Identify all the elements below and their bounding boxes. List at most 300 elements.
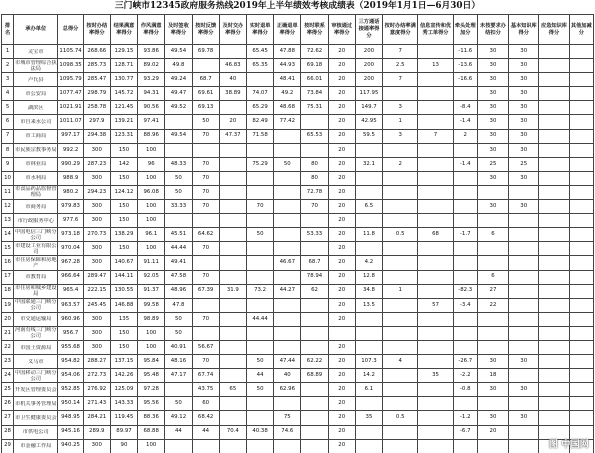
unit-name: 湖滨区 [27, 104, 44, 111]
score-cell [383, 256, 418, 270]
unit-name-cell [14, 312, 58, 326]
total-score-cell: 990.29 [58, 157, 83, 171]
score-cell [418, 256, 453, 270]
score-cell: 20 [328, 425, 355, 439]
score-cell: 30 [509, 129, 539, 143]
total-score-cell: 988.9 [58, 171, 83, 185]
score-cell: 268.66 [83, 45, 110, 59]
score-cell [219, 101, 246, 115]
score-cell [383, 369, 418, 383]
column-header: 信息宣传和优秀工单得分 [418, 15, 453, 45]
score-cell: 49.54 [165, 45, 192, 59]
score-cell [569, 369, 593, 383]
score-cell: 65.45 [246, 45, 273, 59]
score-cell: 14.2 [355, 369, 382, 383]
score-cell [219, 326, 246, 340]
score-cell [219, 256, 246, 270]
rank-cell: 18 [2, 284, 14, 298]
score-cell: 4.2 [355, 256, 382, 270]
score-cell: 20 [328, 369, 355, 383]
table-row [2, 397, 594, 411]
score-cell [274, 439, 301, 453]
score-cell [509, 298, 539, 312]
total-score-cell: 1105.74 [58, 45, 83, 59]
score-cell [509, 256, 539, 270]
unit-name-cell [14, 143, 58, 157]
score-cell: 48.16 [165, 355, 192, 369]
score-cell [539, 270, 569, 284]
score-cell: 69.61 [192, 87, 219, 101]
report-title: 三门峡市12345政府服务热线2019年上半年绩效考核成绩表（2019年1月1日—6月30日） [114, 1, 481, 11]
score-cell: 64.62 [192, 228, 219, 242]
score-cell [539, 157, 569, 171]
score-cell: 30 [477, 115, 508, 129]
column-header: 实时退单率得分 [246, 15, 273, 45]
score-cell: 30 [509, 101, 539, 115]
score-cell: 90 [110, 439, 137, 453]
score-cell: 30 [509, 355, 539, 369]
unit-name-cell [14, 270, 58, 284]
score-cell [246, 397, 273, 411]
score-cell: 289.9 [83, 425, 110, 439]
score-cell [219, 369, 246, 383]
score-cell: 200 [355, 45, 382, 59]
total-score-cell: 952.85 [58, 383, 83, 397]
score-cell [301, 115, 328, 129]
score-cell: 65 [219, 383, 246, 397]
score-cell [539, 73, 569, 87]
score-cell [246, 242, 273, 256]
column-header: 作风满意率得分 [138, 15, 165, 45]
unit-name: 市自来水公司 [20, 119, 52, 126]
score-cell: 32.1 [355, 157, 382, 171]
score-cell: 20 [328, 87, 355, 101]
score-cell [328, 326, 355, 340]
score-cell: 69.13 [192, 101, 219, 115]
unit-name: 市交通运输局 [20, 316, 52, 323]
score-cell: 30 [509, 59, 539, 73]
table-row [2, 115, 594, 129]
score-cell [477, 185, 508, 199]
score-cell: 150 [110, 326, 137, 340]
score-cell: 68.7 [301, 256, 328, 270]
score-cell: 70 [192, 185, 219, 199]
score-cell: 49.52 [165, 101, 192, 115]
score-cell [569, 298, 593, 312]
score-cell [539, 87, 569, 101]
score-cell [246, 214, 273, 228]
score-cell: -1.4 [453, 157, 477, 171]
rank-cell: 19 [2, 298, 14, 312]
score-cell: 6.5 [355, 200, 382, 214]
score-cell [509, 242, 539, 256]
score-cell: 60 [192, 397, 219, 411]
score-cell [418, 411, 453, 425]
score-cell: 50 [165, 326, 192, 340]
score-cell [453, 439, 477, 453]
score-cell [569, 59, 593, 73]
score-cell [246, 439, 273, 453]
score-cell: 300 [83, 340, 110, 354]
score-cell: 45.51 [165, 228, 192, 242]
score-cell: 150 [110, 214, 137, 228]
score-cell [355, 185, 382, 199]
score-cell [274, 171, 301, 185]
score-cell: 57 [418, 298, 453, 312]
total-score-cell: 992.2 [58, 143, 83, 157]
score-cell [453, 270, 477, 284]
score-cell: 20 [328, 355, 355, 369]
score-cell: 91.11 [138, 256, 165, 270]
score-cell: 70 [192, 270, 219, 284]
score-cell: 35 [355, 411, 382, 425]
score-cell: 38.89 [219, 87, 246, 101]
score-cell: 142.26 [110, 369, 137, 383]
score-cell [165, 383, 192, 397]
score-cell [539, 312, 569, 326]
score-cell: 89.97 [110, 425, 137, 439]
score-cell: 284.21 [83, 411, 110, 425]
score-cell: 4 [383, 355, 418, 369]
score-cell: 40.38 [246, 425, 273, 439]
score-cell: -13.6 [453, 59, 477, 73]
score-cell [383, 214, 418, 228]
score-cell [274, 397, 301, 411]
score-cell [246, 270, 273, 284]
unit-name-cell [14, 383, 58, 397]
score-cell: 70 [246, 200, 273, 214]
score-cell [219, 214, 246, 228]
rank-cell: 7 [2, 129, 14, 143]
score-cell [274, 340, 301, 354]
unit-name: 市商务局 [25, 203, 47, 210]
score-cell: 67.39 [192, 284, 219, 298]
score-cell [383, 312, 418, 326]
score-cell: 140.67 [110, 256, 137, 270]
rank-cell: 10 [2, 171, 14, 185]
score-cell: 62.22 [301, 355, 328, 369]
score-cell: 68.42 [192, 411, 219, 425]
table-row [2, 242, 594, 256]
table-row [2, 101, 594, 115]
score-cell: 68.88 [138, 425, 165, 439]
score-cell: 20 [328, 242, 355, 256]
score-cell: 49.8 [165, 59, 192, 73]
score-cell: 20 [477, 425, 508, 439]
column-header: 及时签收率得分 [165, 15, 192, 45]
score-cell: -1.4 [453, 115, 477, 129]
score-cell: 48.68 [274, 101, 301, 115]
score-cell: -3.4 [453, 298, 477, 312]
table-row [2, 73, 594, 87]
unit-name-cell [14, 157, 58, 171]
score-cell: 123.31 [110, 129, 137, 143]
score-cell [509, 439, 539, 453]
rank-cell: 26 [2, 397, 14, 411]
score-cell [192, 59, 219, 73]
score-cell [418, 101, 453, 115]
score-cell [301, 214, 328, 228]
unit-name-cell [14, 45, 58, 59]
score-cell [453, 214, 477, 228]
table-row [2, 340, 594, 354]
score-cell: -2.2 [453, 369, 477, 383]
score-cell [509, 228, 539, 242]
score-cell: -11.6 [453, 45, 477, 59]
unit-name-cell [14, 340, 58, 354]
score-cell [539, 256, 569, 270]
score-cell [569, 87, 593, 101]
score-cell: 97.28 [138, 383, 165, 397]
rank-cell: 6 [2, 115, 14, 129]
score-cell [274, 129, 301, 143]
score-cell [192, 439, 219, 453]
score-cell: 30 [477, 411, 508, 425]
total-score-cell: 980.2 [58, 185, 83, 199]
score-cell [383, 439, 418, 453]
score-cell [477, 397, 508, 411]
score-cell: 30 [477, 200, 508, 214]
score-cell: 44 [165, 425, 192, 439]
unit-name-cell [14, 73, 58, 87]
table-row [2, 157, 594, 171]
score-cell: 47.44 [274, 355, 301, 369]
score-cell: 13.5 [355, 298, 382, 312]
rank-cell: 11 [2, 185, 14, 199]
total-score-cell: 954.06 [58, 369, 83, 383]
score-cell: 65.53 [301, 129, 328, 143]
score-cell [539, 397, 569, 411]
score-cell: 124.12 [110, 185, 137, 199]
total-score-cell: 973.18 [58, 228, 83, 242]
score-cell [418, 397, 453, 411]
score-cell [453, 87, 477, 101]
table-row [2, 355, 594, 369]
score-cell: 288.27 [83, 355, 110, 369]
score-cell: 98.89 [138, 312, 165, 326]
unit-name-cell [14, 411, 58, 425]
table-row [2, 214, 594, 228]
score-cell: 222.15 [83, 284, 110, 298]
rank-cell: 22 [2, 340, 14, 354]
score-cell [301, 383, 328, 397]
table-row [2, 87, 594, 101]
score-cell: 75.31 [301, 101, 328, 115]
score-cell [477, 256, 508, 270]
score-cell: 50 [246, 383, 273, 397]
score-cell: 20 [328, 411, 355, 425]
score-cell [539, 115, 569, 129]
score-cell: 150 [110, 200, 137, 214]
score-cell: 49.24 [165, 73, 192, 87]
unit-name-cell [14, 185, 58, 199]
score-cell [539, 101, 569, 115]
score-cell [569, 171, 593, 185]
score-cell [539, 340, 569, 354]
score-cell: 7 [383, 45, 418, 59]
score-cell [569, 312, 593, 326]
score-cell [509, 270, 539, 284]
score-cell: 100 [138, 326, 165, 340]
score-cell: 20 [328, 59, 355, 73]
score-cell: 300 [83, 439, 110, 453]
score-cell [246, 256, 273, 270]
score-cell [453, 326, 477, 340]
score-cell [355, 425, 382, 439]
rank-cell: 17 [2, 270, 14, 284]
score-cell: 74.07 [246, 87, 273, 101]
score-cell [418, 185, 453, 199]
score-cell [219, 397, 246, 411]
score-cell: 100 [138, 340, 165, 354]
score-cell: 96 [138, 157, 165, 171]
score-cell [192, 214, 219, 228]
score-cell [453, 143, 477, 157]
score-cell [219, 228, 246, 242]
score-cell [453, 397, 477, 411]
score-cell [418, 45, 453, 59]
score-cell: 100 [138, 143, 165, 157]
score-cell: 130.77 [110, 73, 137, 87]
unit-name-cell [14, 439, 58, 453]
unit-name: 市工商局 [25, 133, 47, 140]
score-cell: 121.45 [110, 101, 137, 115]
unit-name-cell [14, 369, 58, 383]
score-cell [219, 242, 246, 256]
score-cell [569, 270, 593, 284]
score-cell [453, 171, 477, 185]
score-cell [355, 397, 382, 411]
score-cell: 70 [301, 200, 328, 214]
score-cell [539, 242, 569, 256]
score-cell: 71.58 [246, 129, 273, 143]
score-cell: 100 [138, 200, 165, 214]
score-cell: 25 [509, 157, 539, 171]
score-cell: 68 [418, 228, 453, 242]
total-score-cell: 940.25 [58, 439, 83, 453]
score-cell [219, 185, 246, 199]
score-cell [219, 411, 246, 425]
score-cell: 30 [477, 45, 508, 59]
score-cell: 92.05 [138, 270, 165, 284]
score-cell [418, 340, 453, 354]
column-header: 按时联系率得分 [301, 15, 328, 45]
score-cell: 298.79 [83, 87, 110, 101]
score-cell: 68.89 [301, 369, 328, 383]
total-score-cell: 945.16 [58, 425, 83, 439]
score-cell: 31.9 [219, 284, 246, 298]
score-cell: 48.96 [165, 284, 192, 298]
score-cell: 49.2 [274, 87, 301, 101]
score-cell [569, 256, 593, 270]
score-cell: -1.2 [453, 411, 477, 425]
score-cell: 2.5 [383, 59, 418, 73]
score-cell [509, 185, 539, 199]
score-cell [418, 312, 453, 326]
score-cell: 100 [138, 439, 165, 453]
unit-name: 市城市管理综合执法局 [15, 59, 57, 72]
unit-name: 市民族宗教事务局 [15, 147, 57, 154]
score-cell [418, 242, 453, 256]
total-score-cell: 956.7 [58, 326, 83, 340]
rank-cell: 16 [2, 256, 14, 270]
score-cell [569, 200, 593, 214]
score-cell: 95.48 [138, 369, 165, 383]
score-cell: 59.5 [355, 129, 382, 143]
score-cell: 20 [328, 73, 355, 87]
score-cell [539, 143, 569, 157]
score-cell: 30 [509, 87, 539, 101]
score-cell: 30 [477, 73, 508, 87]
score-cell: 0.5 [383, 411, 418, 425]
unit-name: 市水利局 [25, 175, 47, 182]
score-cell: 30 [509, 73, 539, 87]
score-cell: 46.83 [219, 59, 246, 73]
score-cell: 48.33 [165, 157, 192, 171]
score-cell: 6 [477, 228, 508, 242]
score-cell: 43.75 [192, 383, 219, 397]
table-row [2, 425, 594, 439]
score-cell: 149.7 [355, 101, 382, 115]
score-cell [355, 312, 382, 326]
score-cell: 276.92 [83, 383, 110, 397]
score-cell: 82.49 [246, 115, 273, 129]
score-cell: 145.72 [110, 87, 137, 101]
score-cell: 70 [192, 242, 219, 256]
score-cell: 287.23 [83, 157, 110, 171]
table-row [2, 298, 594, 312]
score-cell [192, 143, 219, 157]
score-cell [246, 298, 273, 312]
score-cell: 285.47 [83, 73, 110, 87]
score-cell: 69.78 [192, 45, 219, 59]
score-cell: 20 [328, 256, 355, 270]
score-cell: 1 [383, 115, 418, 129]
total-score-cell: 954.82 [58, 355, 83, 369]
score-cell [274, 200, 301, 214]
score-cell [219, 340, 246, 354]
unit-name-cell [14, 326, 58, 340]
total-score-cell: 963.57 [58, 298, 83, 312]
score-cell: 66.01 [301, 73, 328, 87]
score-cell: 30 [477, 171, 508, 185]
score-cell: 49.54 [165, 129, 192, 143]
score-cell: 100 [138, 214, 165, 228]
unit-name-cell [14, 101, 58, 115]
column-header: 三方通话接通率得分 [355, 15, 382, 45]
score-cell: 30 [477, 383, 508, 397]
column-header: 排名 [2, 15, 14, 45]
score-cell: 135 [110, 312, 137, 326]
score-cell [246, 171, 273, 185]
score-cell [418, 326, 453, 340]
score-cell [165, 115, 192, 129]
total-score-cell: 970.04 [58, 242, 83, 256]
unit-name: 中国电信三门峡分公司 [15, 228, 57, 241]
unit-name: 市食品药品监督管理局 [15, 186, 57, 199]
table-row [2, 326, 594, 340]
score-cell [219, 45, 246, 59]
score-cell [219, 298, 246, 312]
unit-name: 市住房保障和房地产 [15, 256, 57, 269]
score-cell: 34.8 [355, 284, 382, 298]
unit-name-cell [14, 242, 58, 256]
score-cell: 20 [328, 214, 355, 228]
column-header: 基本知识库得分 [509, 15, 539, 45]
score-cell: 88.96 [138, 129, 165, 143]
score-cell: 20 [328, 228, 355, 242]
score-cell [418, 270, 453, 284]
